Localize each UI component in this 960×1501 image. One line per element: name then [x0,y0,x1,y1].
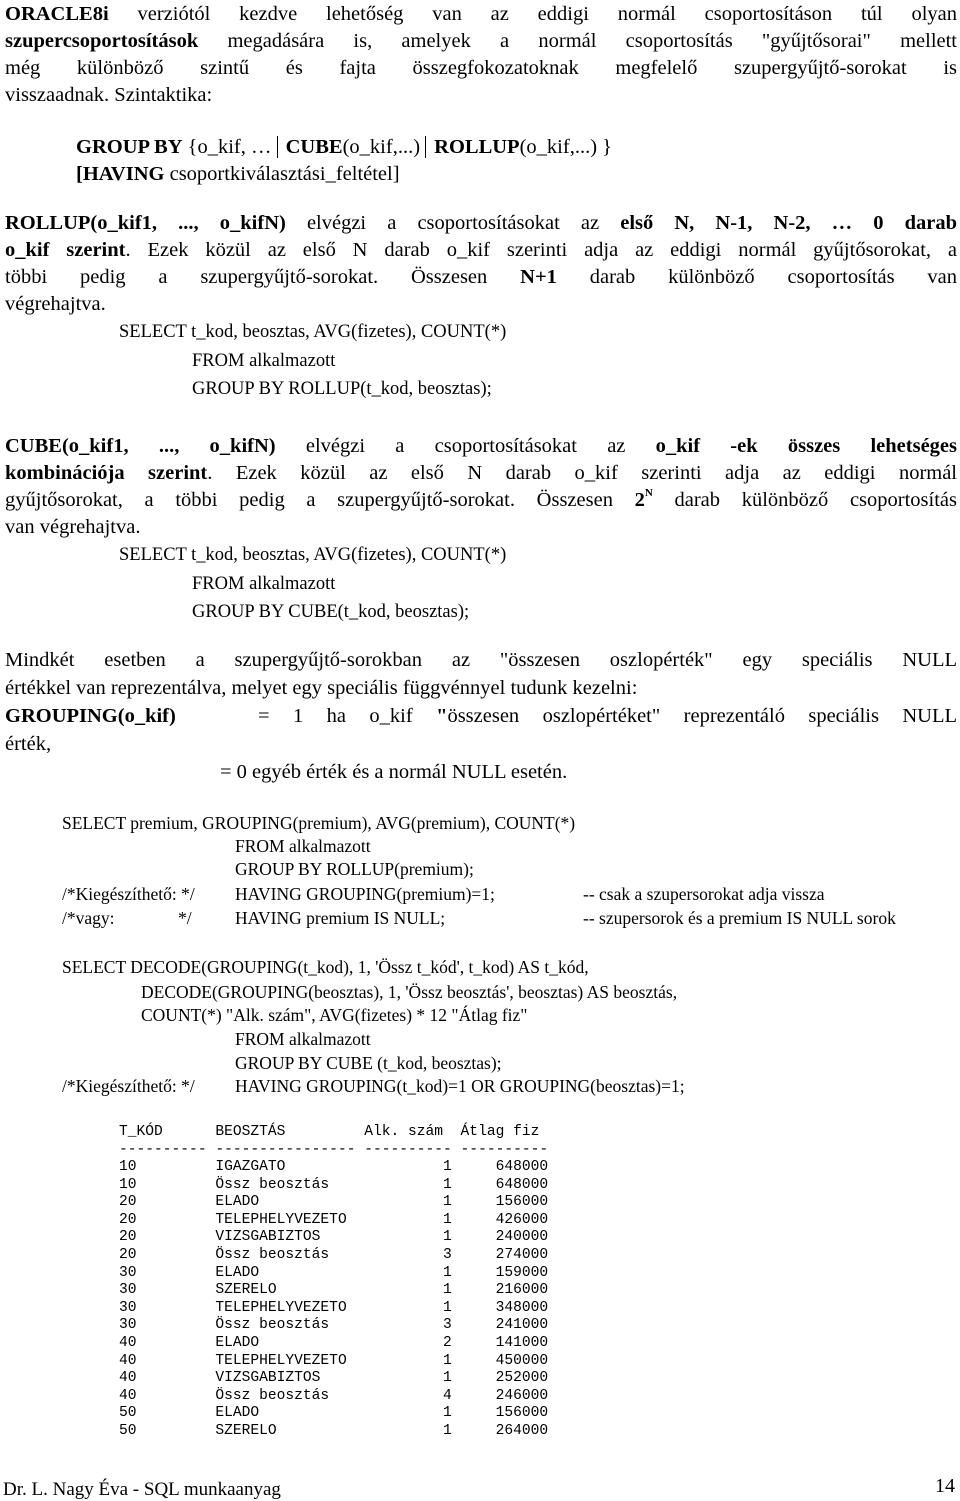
table-row: 40 TELEPHELYVEZETO 1 450000 [119,1352,549,1369]
grouping-line-5: = 0 egyéb érték és a normál NULL esetén. [220,761,568,783]
example2-having: HAVING GROUPING(t_kod)=1 OR GROUPING(beosztas)=1; [235,1076,685,1096]
table-row: 30 Össz beosztás 3 241000 [119,1317,549,1334]
cube-line-3: gyűjtősorokat, a többi pedig a szupergyűjtő-sorokat. Összesen $2^N$ darab különböző csoportosítás [5,487,957,511]
example2-sql-decode: DECODE(GROUPING(beosztas), 1, 'Össz beosztás', beosztas) AS beosztás, [141,982,678,1002]
cube-line-2: kombinációja szerint. Ezek közül az első N darab o_kif szerinti adja az eddigi normál [5,462,958,484]
table-row: 50 SZERELO 1 264000 [119,1423,549,1439]
example1-note-2: -- szupersorok és a premium IS NULL sorok [583,908,896,928]
syntax-group-by: GROUP BY {o_kif, … CUBE(o_kif,...) ROLLUP(o_kif,...) } [76,136,612,158]
table-row: 40 Össz beosztás 4 246000 [119,1387,549,1404]
example1-sql-select: SELECT premium, GROUPING(premium), AVG(premium), COUNT(*) [62,813,576,833]
table-row: 30 ELADO 1 159000 [119,1264,549,1281]
cube-line-1: CUBE(o_kif1, ..., o_kifN) elvégzi a csoportosításokat az o_kif -ek összes lehetséges [5,435,958,457]
example2-sql-count: COUNT(*) "Alk. szám", AVG(fizetes) * 12 "Átlag fiz" [141,1005,528,1025]
example1-having-2: HAVING premium IS NULL; [235,908,446,928]
example2-sql-select: SELECT DECODE(GROUPING(t_kod), 1, 'Össz t_kód', t_kod) AS t_kód, [62,957,589,977]
cube-line-4: van végrehajtva. [5,516,141,538]
table-row: 20 VIZSGABIZTOS 1 240000 [119,1229,549,1246]
page-number: 14 [935,1475,955,1497]
rollup-line-4: végrehajtva. [5,293,106,315]
table-row: 20 Össz beosztás 3 274000 [119,1247,549,1263]
table-row: 40 ELADO 2 141000 [119,1335,549,1351]
footer-author: Dr. L. Nagy Éva - SQL munkaanyag [3,1479,281,1500]
table-row: 10 IGAZGATO 1 648000 [119,1159,549,1175]
cube-sql-select: SELECT t_kod, beosztas, AVG(fizetes), COUNT(*) [119,545,507,565]
grouping-line-2: értékkel van reprezentálva, melyet egy speciális függvénnyel tudunk kezelni: [5,677,638,699]
intro-line-4: visszaadnak. Szintaktika: [5,84,213,106]
rollup-line-2: o_kif szerint. Ezek közül az első N darab o_kif szerinti adja az eddigi normál gyűjtősorokat, a [5,239,958,261]
example2-sql-groupby: GROUP BY CUBE (t_kod, beosztas); [235,1053,502,1073]
intro-line-2: szupercsoportosítások megadására is, amelyek a normál csoportosítás "gyűjtősorai" mellett [5,30,957,52]
example1-note-1: -- csak a szupersorokat adja vissza [583,884,825,904]
example1-having-1: HAVING GROUPING(premium)=1; [235,884,495,904]
result-table-separator: ---------- ---------------- ---------- ---------- [119,1142,549,1158]
table-row: 20 ELADO 1 156000 [119,1194,549,1211]
rollup-line-1: ROLLUP(o_kif1, ..., o_kifN) elvégzi a csoportosításokat az első N, N-1, N-2, … 0 darab [5,212,957,234]
cube-sql-from: FROM alkalmazott [192,574,336,594]
syntax-having: [HAVING csoportkiválasztási_feltétel] [76,163,400,185]
cube-sql-groupby: GROUP BY CUBE(t_kod, beosztas); [192,602,470,622]
example1-sql-from: FROM alkalmazott [235,836,371,856]
intro-line-3: még különböző szintű és fajta összegfokozatoknak megfelelő szupergyűjtő-sorokat is [5,57,957,79]
grouping-line-3-rest: = 1 ha o_kif "összesen oszlopértéket" reprezentáló speciális NULL [258,705,957,727]
table-row: 40 VIZSGABIZTOS 1 252000 [119,1370,549,1387]
table-row: 20 TELEPHELYVEZETO 1 426000 [119,1211,549,1228]
table-row: 10 Össz beosztás 1 648000 [119,1176,549,1193]
example1-comment-1: /*Kiegészíthető: */ [62,884,195,904]
example1-comment-2-end: */ [178,908,192,928]
example2-comment: /*Kiegészíthető: */ [62,1076,195,1096]
result-table-header: T_KÓD BEOSZTÁS Alk. szám Átlag fiz [119,1124,540,1140]
table-row: 30 SZERELO 1 216000 [119,1282,549,1299]
table-row: 30 TELEPHELYVEZETO 1 348000 [119,1299,549,1316]
rollup-sql-select: SELECT t_kod, beosztas, AVG(fizetes), COUNT(*) [119,322,507,342]
example1-sql-groupby: GROUP BY ROLLUP(premium); [235,859,474,879]
grouping-line-4: érték, [5,733,52,755]
intro-line-1: ORACLE8i verziótól kezdve lehetőség van az eddigi normál csoportosításon túl olyan [5,3,957,25]
table-row: 50 ELADO 1 156000 [119,1405,549,1422]
example1-comment-2: /*vagy: [62,908,115,928]
grouping-line-3: GROUPING(o_kif) [5,705,176,727]
grouping-line-1: Mindkét esetben a szupergyűjtő-sorokban az "összesen oszlopérték" egy speciális NULL [5,649,957,671]
example2-sql-from: FROM alkalmazott [235,1029,371,1049]
rollup-line-3: többi pedig a szupergyűjtő-sorokat. Összesen N+1 darab különböző csoportosítás van [5,266,957,288]
rollup-sql-groupby: GROUP BY ROLLUP(t_kod, beosztas); [192,379,492,399]
rollup-sql-from: FROM alkalmazott [192,351,336,371]
